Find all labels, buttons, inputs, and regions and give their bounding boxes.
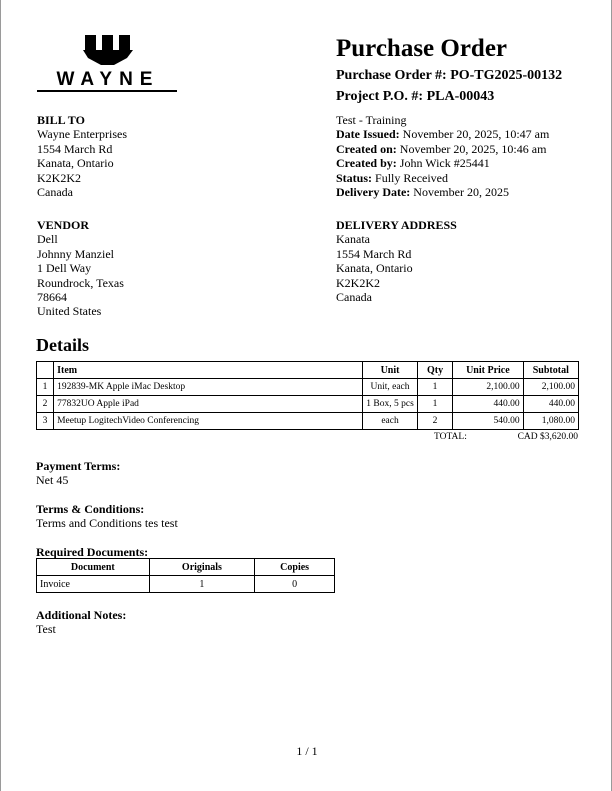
payment-terms-value: Net 45: [36, 473, 69, 488]
order-info-block: [336, 113, 549, 199]
items-table: [36, 361, 579, 430]
status-value: Fully Received: [375, 170, 448, 185]
vendor-line: Johnny Manziel: [37, 246, 114, 261]
date-issued-row: [336, 127, 549, 141]
vendor-line: 1 Dell Way: [37, 261, 92, 276]
date-issued-label: Date Issued:: [336, 127, 400, 142]
vendor-line: Roundrock, Texas: [37, 275, 124, 290]
row-item: Meetup LogitechVideo Conferencing: [54, 413, 363, 430]
created-by-row: [336, 156, 549, 170]
row-qty: 1: [417, 379, 452, 396]
table-row: [37, 576, 335, 593]
table-row: [37, 379, 579, 396]
terms-block: [36, 502, 178, 531]
wayne-emblem-icon: [37, 32, 179, 68]
project-po-line: [336, 89, 494, 105]
bill-to-line: Wayne Enterprises: [37, 127, 127, 142]
items-header-row: [37, 362, 579, 379]
row-item: 192839-MK Apple iMac Desktop: [54, 379, 363, 396]
row-number: 3: [37, 413, 54, 430]
items-header-qty: Qty: [417, 362, 452, 379]
status-row: [336, 171, 549, 185]
date-issued-value: November 20, 2025, 10:47 am: [402, 127, 550, 142]
table-row: [37, 413, 579, 430]
delivery-address-line: Kanata: [336, 232, 370, 247]
required-docs-table: [36, 558, 335, 593]
created-on-row: [336, 142, 549, 156]
delivery-address-line: Canada: [336, 290, 372, 305]
row-subtotal: 2,100.00: [523, 379, 578, 396]
items-header-subtotal: Subtotal: [523, 362, 578, 379]
row-qty: 1: [417, 396, 452, 413]
bill-to-line: Kanata, Ontario: [37, 156, 114, 171]
required-docs-heading: Required Documents:: [36, 545, 149, 559]
delivery-address-block: [336, 218, 457, 304]
delivery-address-heading: DELIVERY ADDRESS: [336, 218, 457, 232]
row-unit: each: [363, 413, 418, 430]
docs-header-document: Document: [37, 559, 150, 576]
row-qty: 2: [417, 413, 452, 430]
docs-document: Invoice: [37, 576, 150, 593]
payment-terms-block: [36, 459, 120, 488]
notes-block: [36, 608, 126, 637]
terms-heading: Terms & Conditions:: [36, 502, 145, 516]
bill-to-line: 1554 March Rd: [37, 141, 113, 156]
bill-to-heading: BILL TO: [37, 113, 85, 127]
total-label: TOTAL:: [434, 432, 467, 442]
docs-header-row: [37, 559, 335, 576]
vendor-line: United States: [37, 304, 102, 319]
delivery-address-line: Kanata, Ontario: [336, 261, 413, 276]
status-label: Status:: [336, 170, 373, 185]
row-unit: 1 Box, 5 pcs: [363, 396, 418, 413]
vendor-line: Dell: [37, 232, 58, 247]
notes-heading: Additional Notes:: [36, 608, 127, 622]
delivery-date-value: November 20, 2025: [413, 185, 509, 200]
row-unit: Unit, each: [363, 379, 418, 396]
row-unit-price: 2,100.00: [453, 379, 523, 396]
delivery-date-label: Delivery Date:: [336, 185, 411, 200]
logo-underline: [37, 90, 177, 92]
row-item: 77832UO Apple iPad: [54, 396, 363, 413]
wayne-logo: [37, 32, 179, 94]
delivery-address-line: 1554 March Rd: [336, 246, 412, 261]
table-row: [37, 396, 579, 413]
page-number: 1 / 1: [296, 744, 318, 758]
items-header-unit-price: Unit Price: [453, 362, 523, 379]
row-unit-price: 540.00: [453, 413, 523, 430]
bill-to-block: [37, 113, 127, 199]
project-po-label: Project P.O. #:: [336, 89, 424, 104]
vendor-line: 78664: [37, 290, 67, 305]
bill-to-line: Canada: [37, 185, 73, 200]
terms-value: Terms and Conditions tes test: [36, 516, 178, 531]
row-subtotal: 1,080.00: [523, 413, 578, 430]
delivery-address-line: K2K2K2: [336, 275, 380, 290]
page-title: Purchase Order: [336, 35, 508, 62]
logo-text: WAYNE: [56, 69, 160, 90]
details-heading: Details: [36, 335, 89, 355]
delivery-date-row: [336, 185, 549, 199]
docs-header-originals: Originals: [149, 559, 255, 576]
items-header-unit: Unit: [363, 362, 418, 379]
row-number: 1: [37, 379, 54, 396]
order-subtitle: Test - Training: [336, 113, 407, 127]
po-number-label: Purchase Order #:: [336, 68, 447, 83]
vendor-block: [37, 218, 124, 319]
items-header-item: Item: [54, 362, 363, 379]
created-on-label: Created on:: [336, 141, 397, 156]
row-number: 2: [37, 396, 54, 413]
created-on-value: November 20, 2025, 10:46 am: [399, 141, 547, 156]
docs-originals: 1: [149, 576, 255, 593]
po-number-line: [336, 68, 562, 84]
docs-header-copies: Copies: [255, 559, 335, 576]
created-by-value: John Wick #25441: [399, 156, 490, 171]
project-po-number: PLA-00043: [426, 89, 495, 104]
created-by-label: Created by:: [336, 156, 397, 171]
notes-value: Test: [36, 622, 56, 637]
po-number: PO-TG2025-00132: [450, 68, 563, 83]
vendor-heading: VENDOR: [37, 218, 90, 232]
bill-to-line: K2K2K2: [37, 170, 81, 185]
row-subtotal: 440.00: [523, 396, 578, 413]
docs-copies: 0: [255, 576, 335, 593]
payment-terms-heading: Payment Terms:: [36, 459, 121, 473]
total-value: CAD $3,620.00: [517, 432, 578, 442]
row-unit-price: 440.00: [453, 396, 523, 413]
items-header-num: [37, 362, 54, 379]
